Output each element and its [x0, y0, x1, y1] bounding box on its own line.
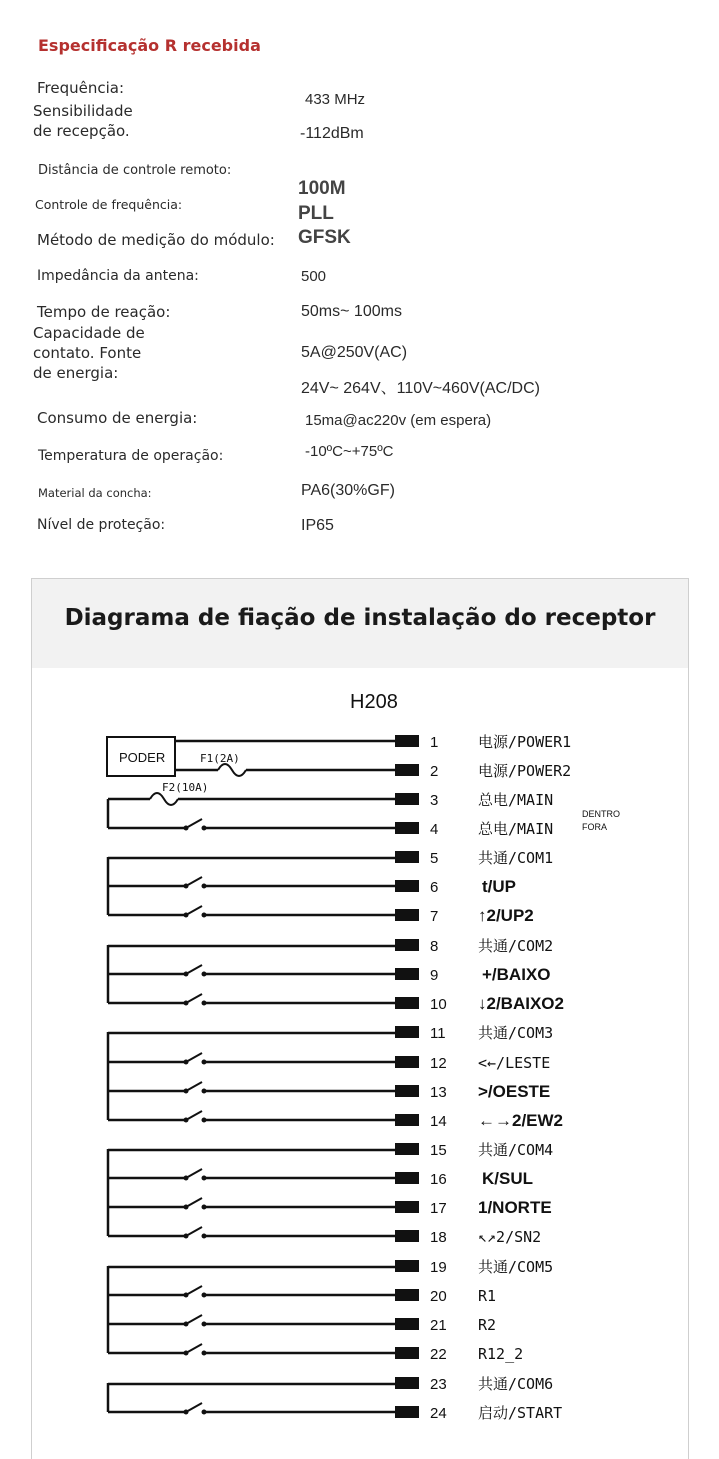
terminal-number: 19 [430, 1259, 447, 1276]
spec-label: Tempo de reação: [37, 303, 171, 321]
switch-contact [202, 1205, 207, 1210]
terminal-number: 14 [430, 1113, 447, 1130]
terminal-block [395, 1260, 419, 1272]
switch-lever [186, 877, 202, 886]
terminal-label: <←/LESTE [478, 1054, 551, 1072]
spec-value: IP65 [301, 517, 334, 534]
fuse-f1-label: F1(2A) [200, 752, 240, 765]
terminal-block [395, 1347, 419, 1359]
terminal-label: 电源/POWER1 [478, 733, 572, 751]
terminal-number: 16 [430, 1171, 447, 1188]
switch-contact [202, 972, 207, 977]
spec-label: Frequência: [37, 79, 125, 97]
terminal-block [395, 968, 419, 980]
model-name: H208 [350, 691, 398, 713]
switch-lever [186, 1344, 202, 1353]
fuse-f1 [218, 764, 246, 776]
switch-lever [186, 1227, 202, 1236]
spec-label: Consumo de energia: [37, 409, 198, 427]
terminal-number: 11 [430, 1025, 446, 1042]
terminal-block [395, 793, 419, 805]
terminal-number: 3 [430, 792, 439, 809]
switch-lever [186, 1082, 202, 1091]
terminal-label: ↑2/UP2 [478, 906, 534, 925]
terminal-block [395, 1289, 419, 1301]
terminal-label: K/SUL [482, 1169, 533, 1188]
terminal-number: 22 [430, 1346, 447, 1363]
switch-contact [202, 1176, 207, 1181]
terminal-block [395, 1026, 419, 1038]
spec-value: -112dBm [300, 125, 364, 142]
spec-label: Capacidade de contato. Fonte de energia: [33, 324, 145, 382]
terminal-number: 24 [430, 1405, 447, 1422]
terminal-label: ↖↗2/SN2 [478, 1228, 542, 1246]
terminal-label: 总电/MAIN [478, 791, 554, 809]
switch-contact [202, 1322, 207, 1327]
terminal-number: 8 [430, 938, 439, 955]
switch-contact [202, 1351, 207, 1356]
fuse-f2 [150, 793, 178, 805]
switch-lever [186, 1403, 202, 1412]
terminal-block [395, 1201, 419, 1213]
terminal-label: R2 [478, 1316, 497, 1334]
switch-lever [186, 994, 202, 1003]
terminal-block [395, 1085, 419, 1097]
spec-value: PLL [298, 203, 334, 224]
terminal-number: 21 [430, 1317, 447, 1334]
terminal-block [395, 764, 419, 776]
switch-contact [202, 826, 207, 831]
terminal-number: 13 [430, 1084, 447, 1101]
spec-value: 5A@250V(AC) 24V~ 264V、110V~460V(AC/DC) [301, 344, 540, 397]
terminal-block [395, 1143, 419, 1155]
fuse-f2-label: F2(10A) [162, 781, 209, 794]
terminal-label: 共通/COM4 [478, 1141, 554, 1159]
terminal-block [395, 880, 419, 892]
spec-label: Distância de controle remoto: [38, 163, 232, 178]
spec-label: Temperatura de operação: [38, 448, 224, 464]
terminal-block [395, 851, 419, 863]
terminal-label: +/BAIXO [482, 965, 551, 984]
switch-contact [202, 1410, 207, 1415]
terminal-number: 15 [430, 1142, 447, 1159]
switch-lever [186, 906, 202, 915]
terminal-number: 20 [430, 1288, 447, 1305]
terminal-label: R1 [478, 1287, 497, 1305]
terminal-label: R12_2 [478, 1345, 524, 1363]
terminal-block [395, 1114, 419, 1126]
terminal-block [395, 822, 419, 834]
terminal-block [395, 1230, 419, 1242]
power-box-label: PODER [119, 750, 166, 765]
switch-contact [202, 1234, 207, 1239]
terminal-label: 总电/MAIN [478, 820, 554, 838]
terminal-label: 电源/POWER2 [478, 762, 572, 780]
terminal-label: t/UP [482, 877, 516, 896]
switch-lever [186, 1053, 202, 1062]
switch-contact [202, 1060, 207, 1065]
spec-value: 433 MHz [305, 91, 366, 108]
terminal-number: 6 [430, 879, 439, 896]
terminal-number: 23 [430, 1376, 447, 1393]
switch-lever [186, 1315, 202, 1324]
spec-value: 100M [298, 178, 346, 199]
terminal-number: 10 [430, 996, 447, 1013]
terminal-label: 共通/COM3 [478, 1024, 554, 1042]
spec-label: Impedância da antena: [37, 268, 199, 284]
switch-contact [202, 1293, 207, 1298]
spec-value: 500 [301, 268, 327, 285]
main-in-label: DENTRO [582, 809, 620, 819]
terminal-label: 共通/COM6 [478, 1375, 554, 1393]
terminal-number: 18 [430, 1229, 447, 1246]
spec-value: GFSK [298, 227, 351, 248]
terminal-block [395, 1318, 419, 1330]
terminal-label: 共通/COM5 [478, 1258, 554, 1276]
terminal-label: 启动/START [478, 1404, 563, 1422]
terminal-number: 9 [430, 967, 439, 984]
spec-value: 15ma@ac220v (em espera) [305, 412, 492, 429]
switch-contact [202, 1118, 207, 1123]
spec-value: PA6(30%GF) [301, 482, 395, 499]
switch-lever [186, 965, 202, 974]
terminal-block [395, 997, 419, 1009]
switch-contact [202, 884, 207, 889]
terminal-block [395, 1406, 419, 1418]
terminal-number: 5 [430, 850, 439, 867]
switch-contact [202, 1089, 207, 1094]
terminal-block [395, 939, 419, 951]
switch-lever [186, 1286, 202, 1295]
switch-lever [186, 1111, 202, 1120]
terminal-label: 1/NORTE [478, 1198, 552, 1217]
spec-title: Especificação R recebida [38, 36, 261, 55]
spec-label: Material da concha: [38, 486, 152, 500]
terminal-number: 4 [430, 821, 439, 838]
terminal-label: 共通/COM2 [478, 937, 554, 955]
spec-value: 50ms~ 100ms [301, 303, 402, 320]
switch-contact [202, 913, 207, 918]
terminal-block [395, 909, 419, 921]
terminal-block [395, 1056, 419, 1068]
terminal-number: 12 [430, 1055, 447, 1072]
spec-label: Sensibilidade de recepção. [33, 102, 133, 140]
spec-label: Controle de frequência: [35, 197, 183, 212]
terminal-block [395, 1377, 419, 1389]
spec-value: -10ºC~+75ºC [305, 443, 394, 460]
terminal-block [395, 735, 419, 747]
switch-lever [186, 1169, 202, 1178]
switch-lever [186, 819, 202, 828]
terminal-label: >/OESTE [478, 1082, 551, 1101]
terminal-label: ↓2/BAIXO2 [478, 994, 564, 1013]
diagram-title: Diagrama de fiação de instalação do receptor [64, 605, 656, 631]
switch-contact [202, 1001, 207, 1006]
switch-lever [186, 1198, 202, 1207]
terminal-number: 17 [430, 1200, 447, 1217]
terminal-label: ←→2/EW2 [478, 1111, 564, 1130]
terminal-number: 1 [430, 734, 439, 751]
spec-label: Nível de proteção: [37, 517, 166, 533]
terminal-number: 7 [430, 908, 439, 925]
spec-label: Método de medição do módulo: [37, 231, 275, 249]
terminal-label: 共通/COM1 [478, 849, 554, 867]
terminal-number: 2 [430, 763, 439, 780]
terminal-block [395, 1172, 419, 1184]
main-out-label: FORA [582, 822, 608, 832]
